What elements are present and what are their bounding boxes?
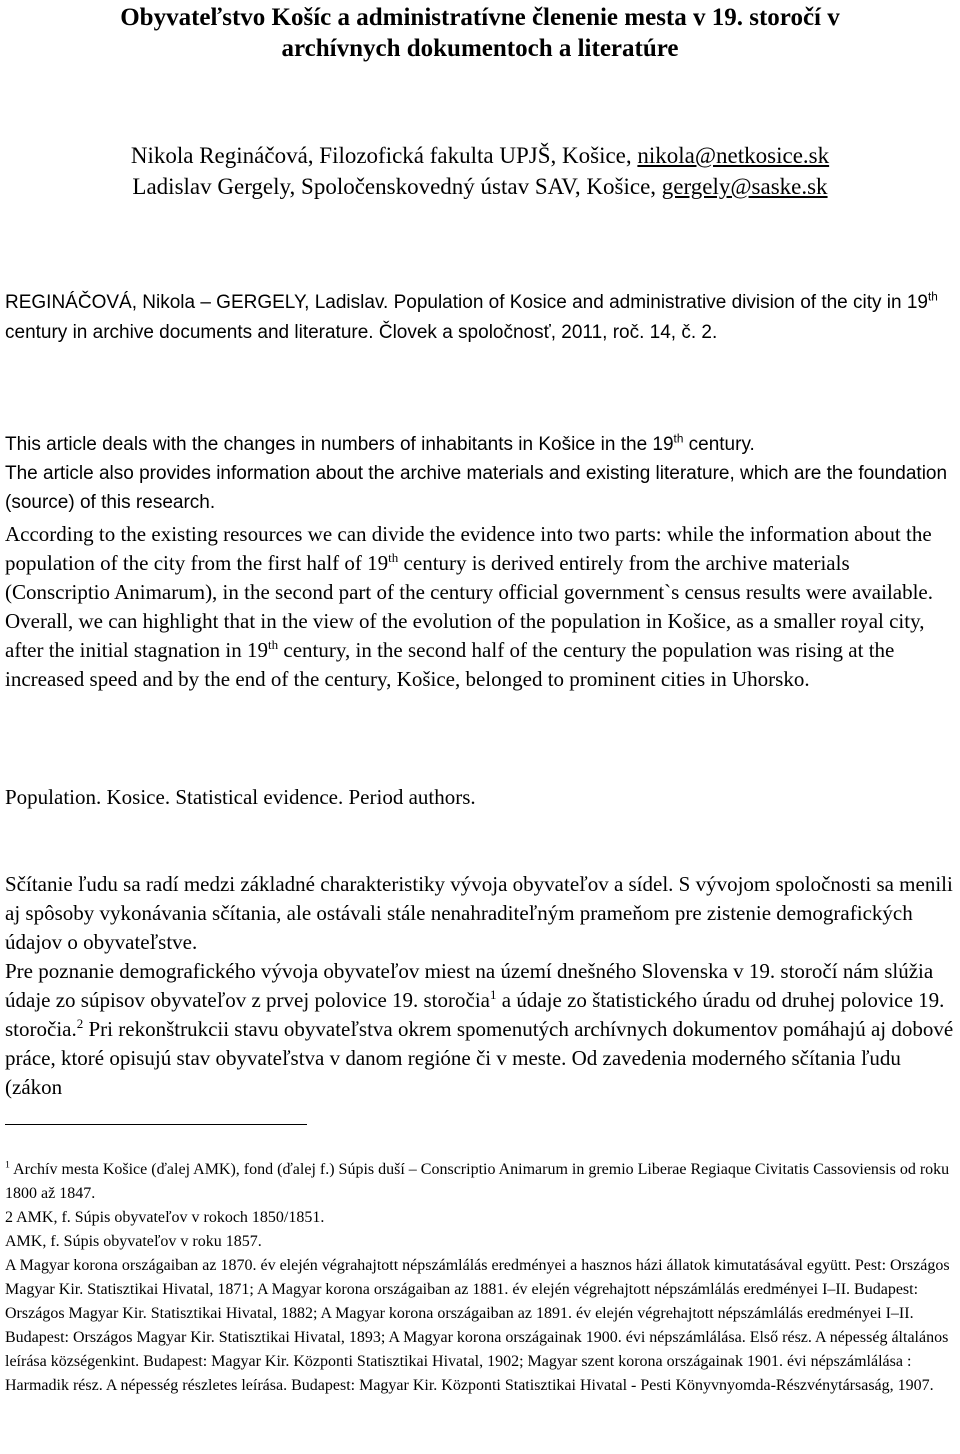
slovak-p2-text-a: Pre poznanie demografického vývoja obyvateľov miest na území dnešného Slovenska v 19. storočí nám slúžia údaje zo súpisov obyvateľov z prvej polovice 19. storočia [5, 959, 934, 1012]
footnote-ref-1[interactable]: 1 [490, 987, 497, 1002]
footnote-3: AMK, f. Súpis obyvateľov v roku 1857. [5, 1233, 262, 1250]
title-line-2: archívnych dokumentoch a literatúre [281, 35, 679, 62]
abstract-paragraph-1 [5, 430, 957, 459]
footnote-separator [5, 1124, 307, 1125]
citation [5, 288, 955, 348]
keywords: Population. Kosice. Statistical evidence. Period authors. [5, 785, 476, 809]
english-paragraph-2 [5, 607, 957, 694]
citation-superscript: th [928, 290, 938, 304]
slovak-p2-text-c: Pri rekonštrukcii stavu obyvateľstva okrem spomenutých archívnych dokumentov pomáhajú aj dobové práce, ktoré opisujú stav obyvateľstva v danom regióne či v meste. Od zavedenia moderného sčítania ľudu (zákon [5, 1017, 954, 1099]
english-p2-superscript: th [268, 637, 279, 652]
footnote-ref-2[interactable]: 2 [76, 1016, 84, 1031]
english-summary [5, 520, 957, 694]
english-p1-superscript: th [388, 550, 399, 565]
author-list [0, 140, 960, 202]
footnote-1 [5, 1158, 957, 1206]
slovak-p2-text-b: a údaje zo štatistického úradu od druhej polovice 19. storočia. [5, 988, 945, 1041]
footnotes [5, 1158, 957, 1398]
author-1-email-link[interactable]: nikola@netkosice.sk [637, 143, 830, 168]
footnote-2: 2 AMK, f. Súpis obyvateľov v rokoch 1850/1851. [5, 1209, 325, 1226]
abstract-text-a: This article deals with the changes in numbers of inhabitants in Košice in the 19 [5, 434, 674, 455]
citation-text-a: REGINÁČOVÁ, Nikola – GERGELY, Ladislav. Population of Kosice and administrative division of the city in 19 [5, 292, 929, 313]
slovak-paragraph-2 [5, 957, 957, 1102]
author-2-affiliation: Ladislav Gergely, Spoločenskovedný ústav SAV, Košice, [132, 174, 662, 199]
slovak-body [5, 870, 957, 1102]
author-2 [0, 171, 960, 202]
abstract-text-b: century. [683, 434, 755, 455]
footnote-1-number: 1 [5, 1159, 10, 1171]
footnote-4: A Magyar korona országaiban az 1870. év elején végrahajtott népszámlálás eredményei a hasznos házi állatok kimutatásával együtt. Pest: Országos Magyar Kir. Statisztikai Hivatal, 1871; A Magyar korona országaiban az 1881. év elején végrehajtott népszámlálás eredményei I–II. Budapest: Országos Magyar Kir. Statisztikai Hivatal, 1882; A Magyar korona országaiban az 1891. év elején végrehajtott népszámlálás eredményei I–II. Budapest: Országos Magyar Kir. Statisztikai Hivatal, 1893; A Magyar korona országainak 1900. évi népszámlálása. Első rész. A népesség általános leírása községenkint. Budapest: Magyar Kir. Központi Statisztikai Hivatal, 1902; Magyar szent korona országainak 1901. évi népszámlálása : Harmadik rész. A népesség részletes leírása. Budapest: Magyar Kir. Központi Statisztikai Hivatal - Pesti Könyvnyomda-Részvénytársaság, 1907. [5, 1257, 950, 1394]
citation-text-b: century in archive documents and literature. Človek a spoločnosť, 2011, roč. 14, č. 2. [5, 322, 718, 343]
abstract [5, 430, 957, 517]
english-p1-text-b: century is derived entirely from the archive materials (Conscriptio Animarum), in the second part of the century official government`s census results were available. [5, 551, 933, 604]
author-2-email-link[interactable]: gergely@saske.sk [661, 174, 828, 199]
english-p2-text-a: Overall, we can highlight that in the view of the evolution of the population in Košice, as a smaller royal city, after the initial stagnation in 19 [5, 609, 925, 662]
author-1-affiliation: Nikola Regináčová, Filozofická fakulta UPJŠ, Košice, [130, 143, 638, 168]
footnote-1-text: Archív mesta Košice (ďalej AMK), fond (ďalej f.) Súpis duší – Conscriptio Animarum in gremio Liberae Regiaque Civitatis Cassoviensis od roku 1800 až 1847. [5, 1161, 950, 1202]
english-p2-text-b: century, in the second half of the century the population was rising at the increased speed and by the end of the century, Košice, belonged to prominent cities in Uhorsko. [5, 638, 895, 691]
english-p1-text-a: According to the existing resources we can divide the evidence into two parts: while the information about the population of the city from the first half of 19 [5, 522, 932, 575]
paper-title [0, 2, 960, 64]
abstract-paragraph-2: The article also provides information about the archive materials and existing literature, which are the foundation (source) of this research. [5, 463, 948, 513]
slovak-paragraph-1: Sčítanie ľudu sa radí medzi základné charakteristiky vývoja obyvateľov a sídel. S vývojom spoločnosti sa menili aj spôsoby vykonávania sčítania, ale ostávali stále nenahraditeľným prameňom pre zistenie demografických údajov o obyvateľstve. [5, 872, 953, 954]
english-paragraph-1 [5, 520, 957, 607]
abstract-superscript: th [673, 432, 684, 446]
author-1 [0, 140, 960, 171]
title-line-1: Obyvateľstvo Košíc a administratívne členenie mesta v 19. storočí v [120, 4, 840, 31]
